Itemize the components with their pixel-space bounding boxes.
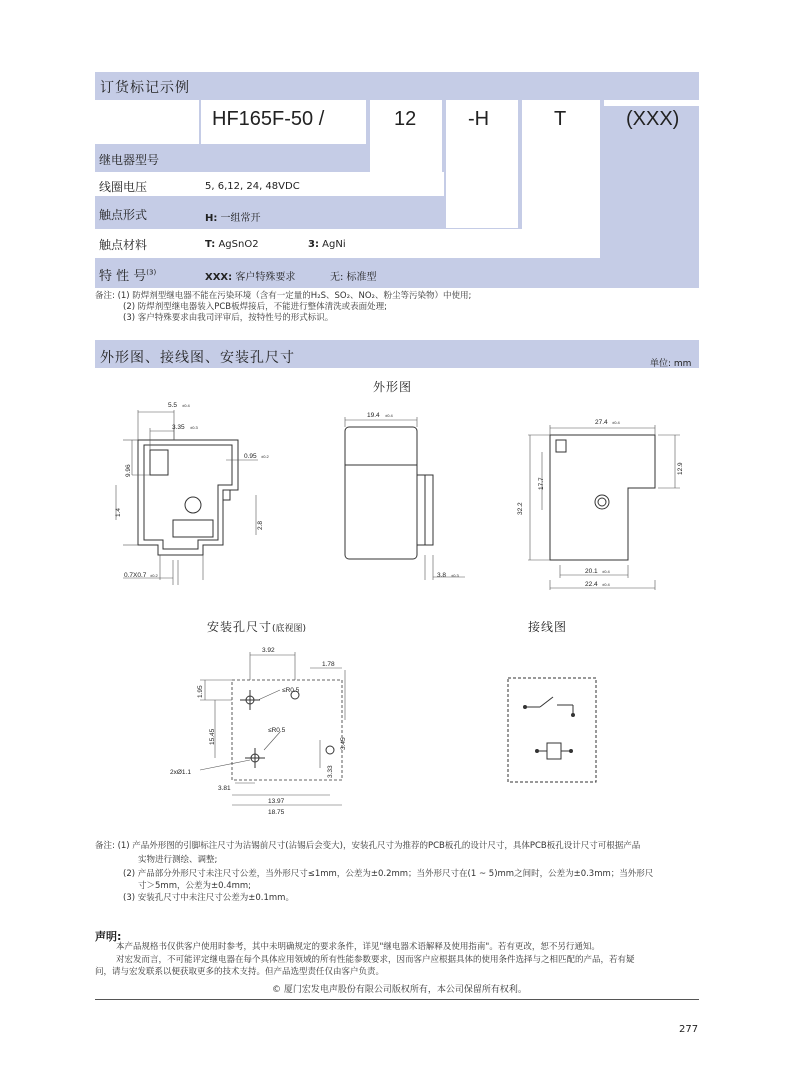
row-value-material-t: T: AgSnO2: [205, 239, 259, 250]
mdim-r05-a: ≤R0.5: [282, 687, 300, 694]
dim-17-7: 17.7: [538, 477, 545, 490]
svg-text:±0.4: ±0.4: [602, 582, 610, 587]
outline-title: 外形图: [373, 380, 413, 394]
wiring-diagram: [505, 675, 600, 785]
dim-22-4: 22.4: [585, 581, 598, 588]
dim-19-4: 19.4: [367, 412, 380, 419]
mount-title: 安装孔尺寸(底视图): [207, 620, 307, 634]
dim-note-1b: 实物进行测绘、调整;: [138, 855, 218, 865]
svg-text:±0.2: ±0.2: [150, 573, 158, 578]
mdim-1-78: 1.78: [322, 661, 335, 668]
dim-20-1: 20.1: [585, 568, 598, 575]
svg-text:±0.4: ±0.4: [612, 420, 620, 425]
mdim-1-95: 1.95: [197, 685, 204, 698]
outline-drawing-front: [108, 395, 288, 600]
declaration-line-1: 本产品规格书仅供客户使用时参考，其中未明确规定的要求条件，详见"继电器术语解释及使用指南"。若有更改，恕不另行通知。: [116, 942, 600, 952]
svg-text:±0.4: ±0.4: [385, 413, 393, 418]
svg-text:±0.2: ±0.2: [261, 454, 269, 459]
declaration-line-3: 问，请与宏发联系以便获取更多的技术支持。但产品选型责任仅由客户负责。: [95, 967, 385, 977]
ordering-note-2: (2) 防焊剂型继电器装入PCB板焊接后，不能进行整体清洗或表面处理;: [123, 302, 388, 312]
code-contact-form: -H: [468, 108, 490, 130]
mdim-2x-d1-1: 2xØ1.1: [170, 769, 191, 776]
row-value-special-xxx: XXX: 客户特殊要求: [205, 272, 296, 283]
mdim-3-45: 3.45: [340, 737, 347, 750]
copyright: © 厦门宏发电声股份有限公司版权所有，本公司保留所有权利。: [272, 985, 527, 995]
outline-drawing-side: [325, 405, 475, 590]
code-contact-material: T: [554, 108, 567, 130]
row-label-special: 特 性 号$^{(3)}$: [99, 268, 157, 284]
svg-text:±0.4: ±0.4: [602, 569, 610, 574]
svg-text:±0.3: ±0.3: [451, 573, 459, 578]
svg-text:±0.3: ±0.3: [190, 425, 198, 430]
dim-0-7x0-7: 0.7X0.7: [124, 572, 147, 579]
row-value-contact-form: H: 一组常开: [205, 213, 261, 224]
dim-27-4: 27.4: [595, 419, 608, 426]
ordering-note-3: (3) 客户特殊要求由我司评审后，按特性号的形式标识。: [123, 313, 334, 323]
dim-3-35: 3.35: [172, 424, 185, 431]
declaration-line-2: 对宏发而言，不可能评定继电器在每个具体应用领域的所有性能参数要求，因而客户应根据具体的使用条件选择与之相匹配的产品，若有疑: [116, 955, 635, 965]
dim-9-96: 9.96: [125, 464, 132, 477]
row-value-special-std: 无: 标准型: [330, 272, 377, 283]
dim-2-8: 2.8: [257, 520, 264, 530]
dim-note-1: 备注: (1) 产品外形图的引脚标注尺寸为沾锡前尺寸(沾锡后会变大)，安装孔尺寸为推荐的PCB板孔的设计尺寸，具体PCB板孔设计尺寸可根据产品: [95, 841, 641, 851]
dimensions-title: 外形图、接线图、安装孔尺寸: [100, 350, 295, 366]
ordering-note-1: 备注: (1) 防焊剂型继电器不能在污染环境（含有一定量的H₂S、SO₂、NO₂、粉尘等污染物）中使用;: [95, 291, 472, 301]
row-value-voltage: 5, 6,12, 24, 48VDC: [205, 181, 300, 192]
mdim-3-92: 3.92: [262, 647, 275, 654]
svg-text:±0.4: ±0.4: [182, 403, 190, 408]
dim-32-2: 32.2: [517, 502, 524, 515]
footer-divider: [95, 999, 699, 1000]
mounting-hole-drawing: [170, 640, 370, 820]
declaration-title: 声明:: [95, 930, 122, 943]
unit-label: 单位: mm: [650, 359, 692, 369]
row-label-voltage: 线圈电压: [99, 180, 148, 194]
dim-5-5: 5.5: [168, 402, 178, 409]
ordering-title: 订货标记示例: [100, 80, 190, 96]
row-value-material-3: 3: AgNi: [308, 239, 346, 250]
dim-note-2b: 寸＞5mm，公差为±0.4mm;: [138, 881, 252, 891]
dim-12-9: 12.9: [677, 462, 684, 475]
dim-note-3: (3) 安装孔尺寸中未注尺寸公差为±0.1mm。: [123, 893, 294, 903]
row-label-contact-form: 触点形式: [99, 208, 148, 222]
dim-note-2: (2) 产品部分外形尺寸未注尺寸公差，当外形尺寸≤1mm，公差为±0.2mm；当外形尺寸在(1 ~ 5)mm之间时，公差为±0.3mm；当外形尺: [123, 869, 654, 879]
dim-3-8: 3.8: [437, 572, 447, 579]
page-number: 277: [679, 1024, 699, 1035]
dim-0-95: 0.95: [244, 453, 257, 460]
mdim-18-75: 18.75: [268, 809, 285, 816]
outline-drawing-top: [510, 410, 695, 595]
mdim-13-97: 13.97: [268, 798, 285, 805]
mdim-3-33: 3.33: [327, 765, 334, 778]
code-special: (XXX): [626, 108, 680, 130]
row-label-contact-material: 触点材料: [99, 238, 148, 252]
row-label-model: 继电器型号: [99, 153, 160, 167]
mdim-r05-b: ≤R0.5: [268, 727, 286, 734]
mdim-15-45: 15.45: [209, 728, 216, 745]
mdim-3-81: 3.81: [218, 785, 231, 792]
code-voltage: 12: [394, 108, 417, 130]
dim-1-4: 1.4: [115, 507, 122, 517]
wiring-title: 接线图: [528, 620, 568, 634]
code-model: HF165F-50 /: [212, 108, 325, 130]
